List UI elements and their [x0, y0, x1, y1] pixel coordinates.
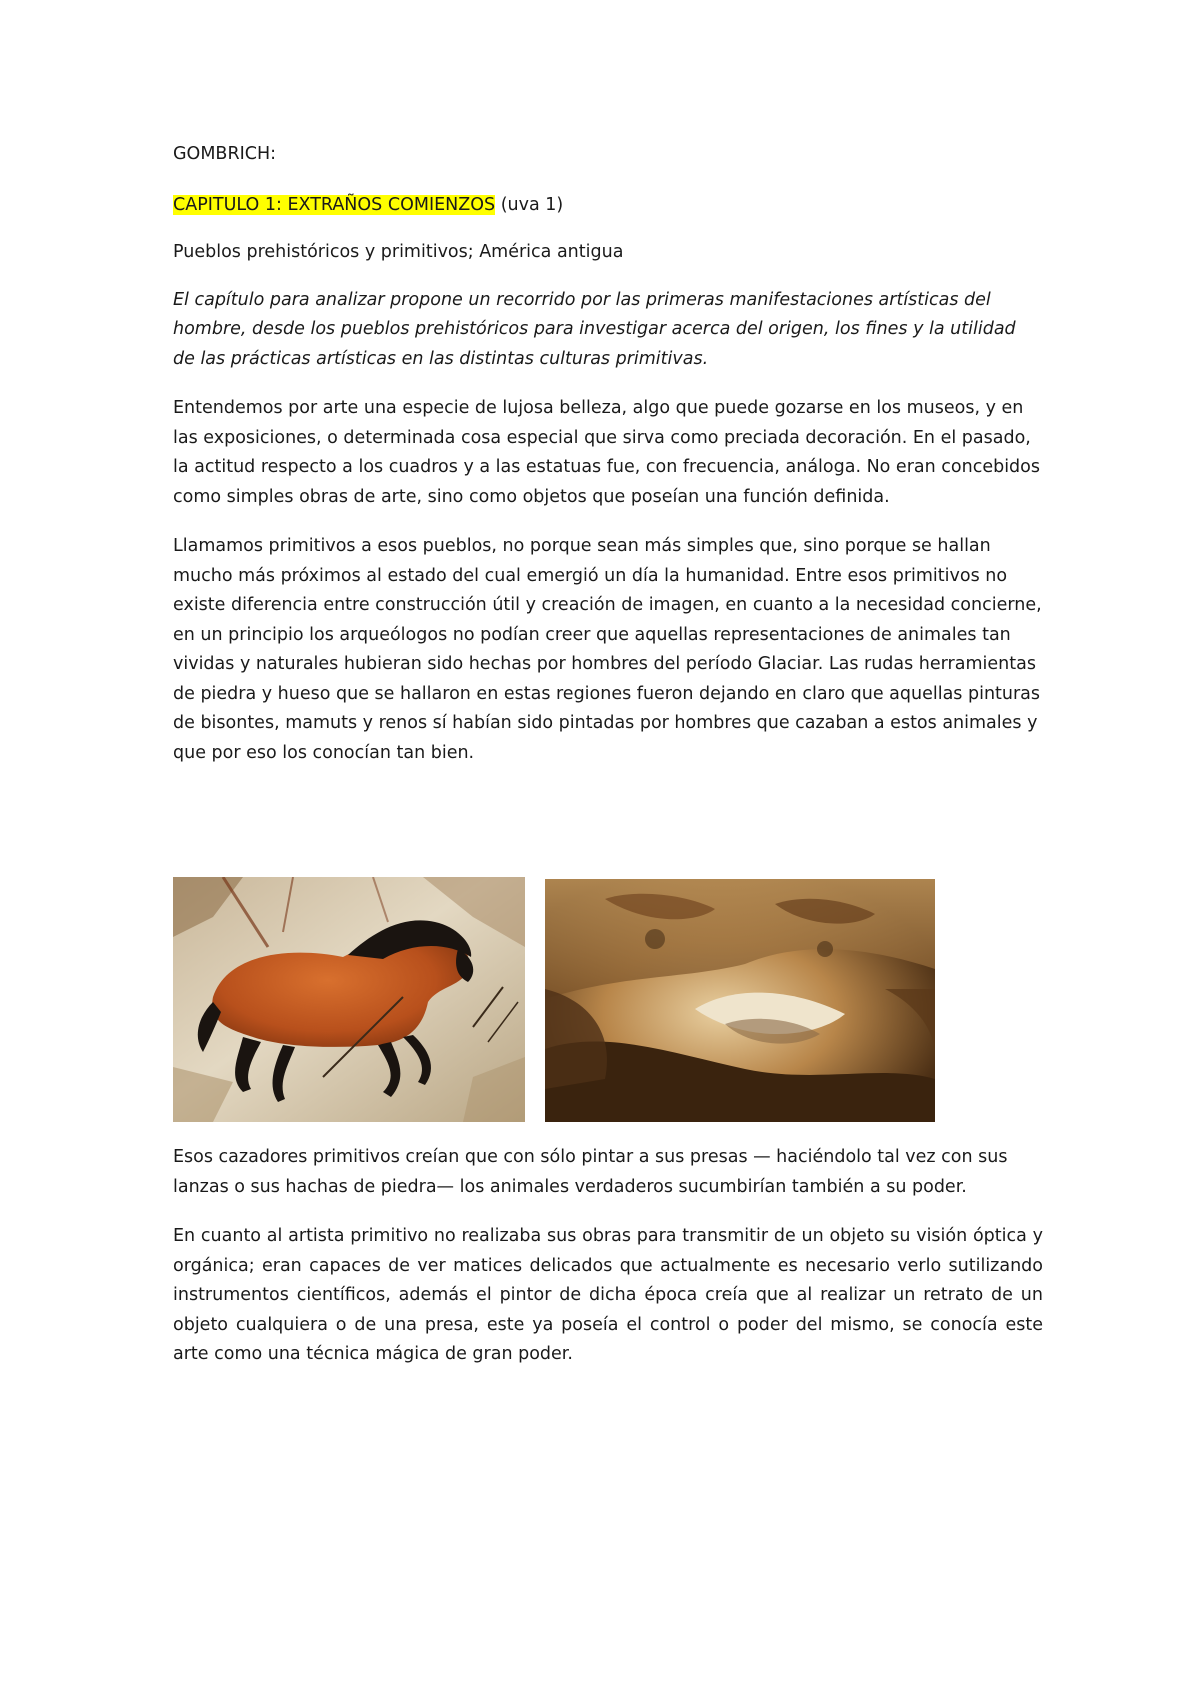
- intro-paragraph: El capítulo para analizar propone un recorrido por las primeras manifestaciones artísticas del hombre, desde los pueblos prehistóricos para investigar acerca del origen, los fines y la utilidad de las prácticas artísticas en las distintas culturas primitivas.: [173, 289, 1016, 369]
- chapter-title: [173, 191, 1043, 221]
- cave-horse-painting-image: [173, 877, 525, 1122]
- body-paragraph-2: Llamamos primitivos a esos pueblos, no porque sean más simples que, sino porque se hallan mucho más próximos al estado del cual emergió un día la humanidad. Entre esos primitivos no existe diferencia entre construcción útil y creación de imagen, en cuanto a la necesidad concierne, en un principio los arqueólogos no podían creer que aquellas representaciones de animales tan vividas y naturales hubieran sido hechas por hombres del período Glaciar. Las rudas herramientas de piedra y hueso que se hallaron en estas regiones fueron dejando en claro que aquellas pinturas de bisontes, mamuts y renos sí habían sido pintadas por hombres que cazaban a estos animales y que por eso los conocían tan bien.: [173, 536, 1042, 763]
- author-heading: GOMBRICH:: [173, 144, 277, 164]
- figure-row: [173, 877, 933, 1122]
- chapter-title-suffix: (uva 1): [495, 194, 564, 215]
- lower-text: [173, 1143, 1043, 1390]
- chapter-title-highlight: CAPITULO 1: EXTRAÑOS COMIENZOS: [173, 194, 496, 215]
- document-page: [173, 140, 1043, 788]
- cave-interior-image: [545, 879, 935, 1122]
- body-paragraph-4: En cuanto al artista primitivo no realizaba sus obras para transmitir de un objeto su visión óptica y orgánica; eran capaces de ver matices delicados que actualmente es necesario verlo sutilizando instrumentos científicos, además el pintor de dicha época creía que al realizar un retrato de un objeto cualquiera o de una presa, este ya poseía el control o poder del mismo, se conocía este arte como una técnica mágica de gran poder.: [173, 1226, 1043, 1364]
- body-paragraph-1: Entendemos por arte una especie de lujosa belleza, algo que puede gozarse en los museos, y en las exposiciones, o determinada cosa especial que sirva como preciada decoración. En el pasado, la actitud respecto a los cuadros y a las estatuas fue, con frecuencia, análoga. No eran concebidos como simples obras de arte, sino como objetos que poseían una función definida.: [173, 398, 1040, 507]
- body-paragraph-3: Esos cazadores primitivos creían que con sólo pintar a sus presas — haciéndolo tal vez con sus lanzas o sus hachas de piedra— los animales verdaderos sucumbirían también a su poder.: [173, 1147, 1008, 1197]
- chapter-subtitle: Pueblos prehistóricos y primitivos; América antigua: [173, 242, 624, 262]
